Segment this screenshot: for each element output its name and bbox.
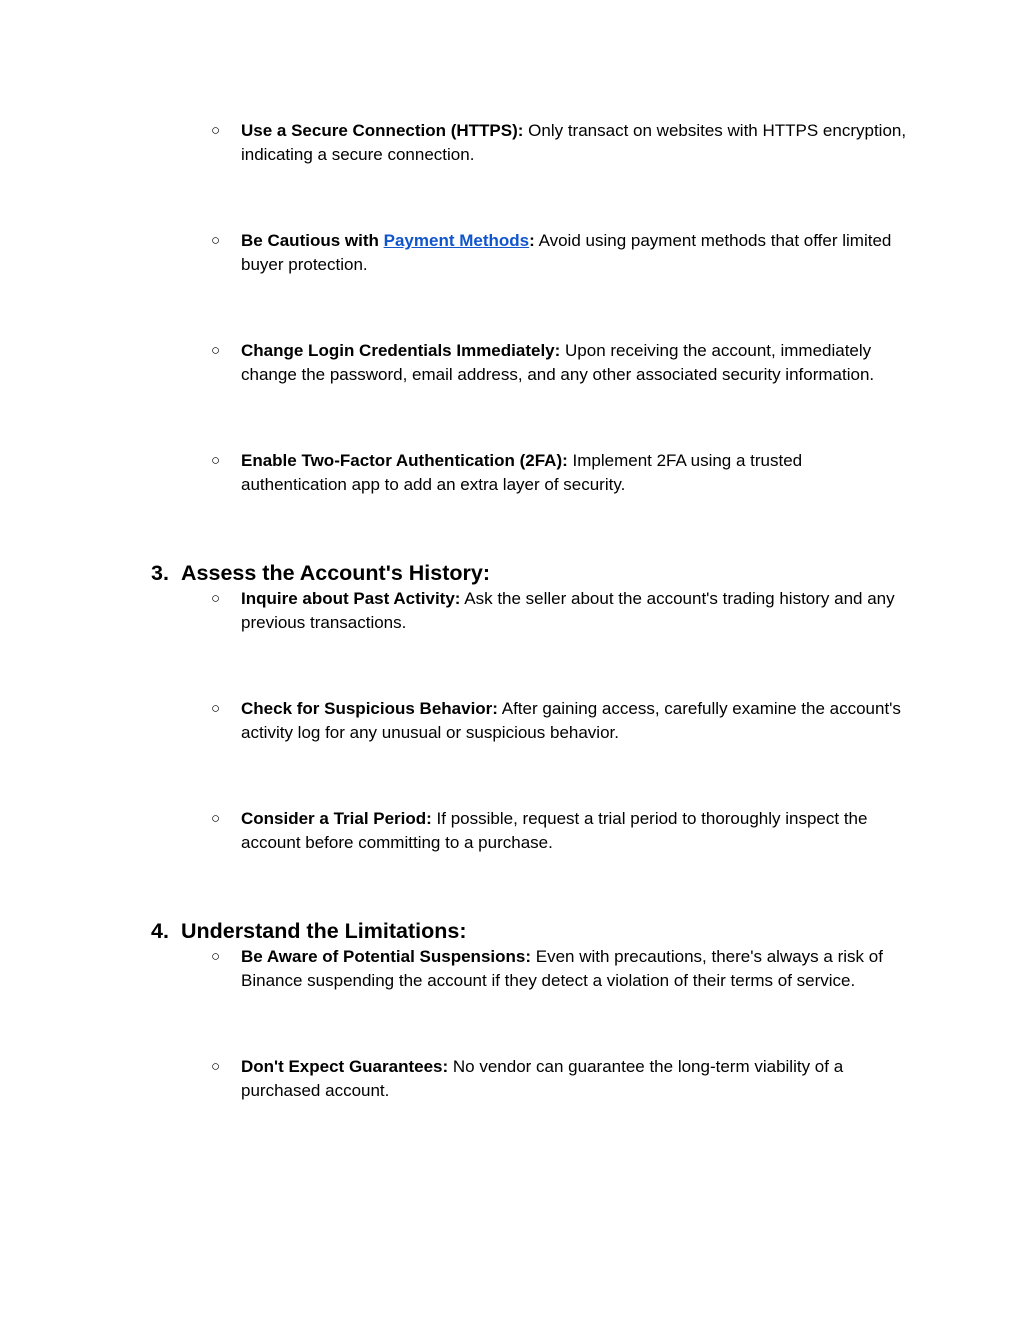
list-item-title: Check for Suspicious Behavior: (241, 699, 498, 718)
section-heading-limitations (151, 918, 466, 944)
section-title: Assess the Account's History: (181, 561, 490, 585)
list-item-text (241, 449, 911, 496)
hollow-bullet-icon: ○ (211, 810, 221, 827)
list-item-text (241, 807, 911, 854)
section-heading-assess-history (151, 560, 490, 586)
section-number: 3. (151, 561, 169, 585)
list-item-text (241, 1055, 911, 1102)
list-item-body: If possible, request a trial period to thoroughly inspect the account before committing to a purchase. (241, 809, 868, 852)
list-item-body: Only transact on websites with HTTPS encryption, indicating a secure connection. (241, 121, 907, 164)
list-item-title: Be Aware of Potential Suspensions: (241, 947, 532, 966)
list-item-title-suffix: : (529, 231, 535, 250)
hollow-bullet-icon: ○ (211, 122, 221, 139)
list-item-body: Implement 2FA using a trusted authentication app to add an extra layer of security. (241, 451, 803, 494)
list-item-body: Ask the seller about the account's trading history and any previous transactions. (241, 589, 895, 632)
list-item-body: No vendor can guarantee the long-term viability of a purchased account. (241, 1057, 844, 1100)
hollow-bullet-icon: ○ (211, 452, 221, 469)
list-item-text (241, 945, 911, 992)
list-item-text (241, 229, 911, 276)
payment-methods-link[interactable]: Payment Methods (383, 231, 530, 250)
list-item-title: Consider a Trial Period: (241, 809, 432, 828)
hollow-bullet-icon: ○ (211, 342, 221, 359)
list-item-title: Enable Two-Factor Authentication (2FA): (241, 451, 568, 470)
list-item-text (241, 587, 911, 634)
list-item-text (241, 339, 911, 386)
list-item-body: Even with precautions, there's always a risk of Binance suspending the account if they detect a violation of their terms of service. (241, 947, 883, 990)
section-title: Understand the Limitations: (181, 919, 467, 943)
section-number: 4. (151, 919, 169, 943)
list-item-body: After gaining access, carefully examine the account's activity log for any unusual or suspicious behavior. (241, 699, 901, 742)
list-item-title: Don't Expect Guarantees: (241, 1057, 449, 1076)
list-item-text (241, 119, 911, 166)
list-item-text (241, 697, 911, 744)
hollow-bullet-icon: ○ (211, 232, 221, 249)
list-item-body: Avoid using payment methods that offer limited buyer protection. (241, 231, 892, 274)
list-item-title-prefix: Be Cautious with (241, 231, 384, 250)
list-item-title: Change Login Credentials Immediately: (241, 341, 561, 360)
hollow-bullet-icon: ○ (211, 590, 221, 607)
hollow-bullet-icon: ○ (211, 700, 221, 717)
hollow-bullet-icon: ○ (211, 948, 221, 965)
list-item-title: Use a Secure Connection (HTTPS): (241, 121, 524, 140)
hollow-bullet-icon: ○ (211, 1058, 221, 1075)
list-item-body: Upon receiving the account, immediately change the password, email address, and any other associated security information. (241, 341, 875, 384)
list-item-title: Inquire about Past Activity: (241, 589, 461, 608)
